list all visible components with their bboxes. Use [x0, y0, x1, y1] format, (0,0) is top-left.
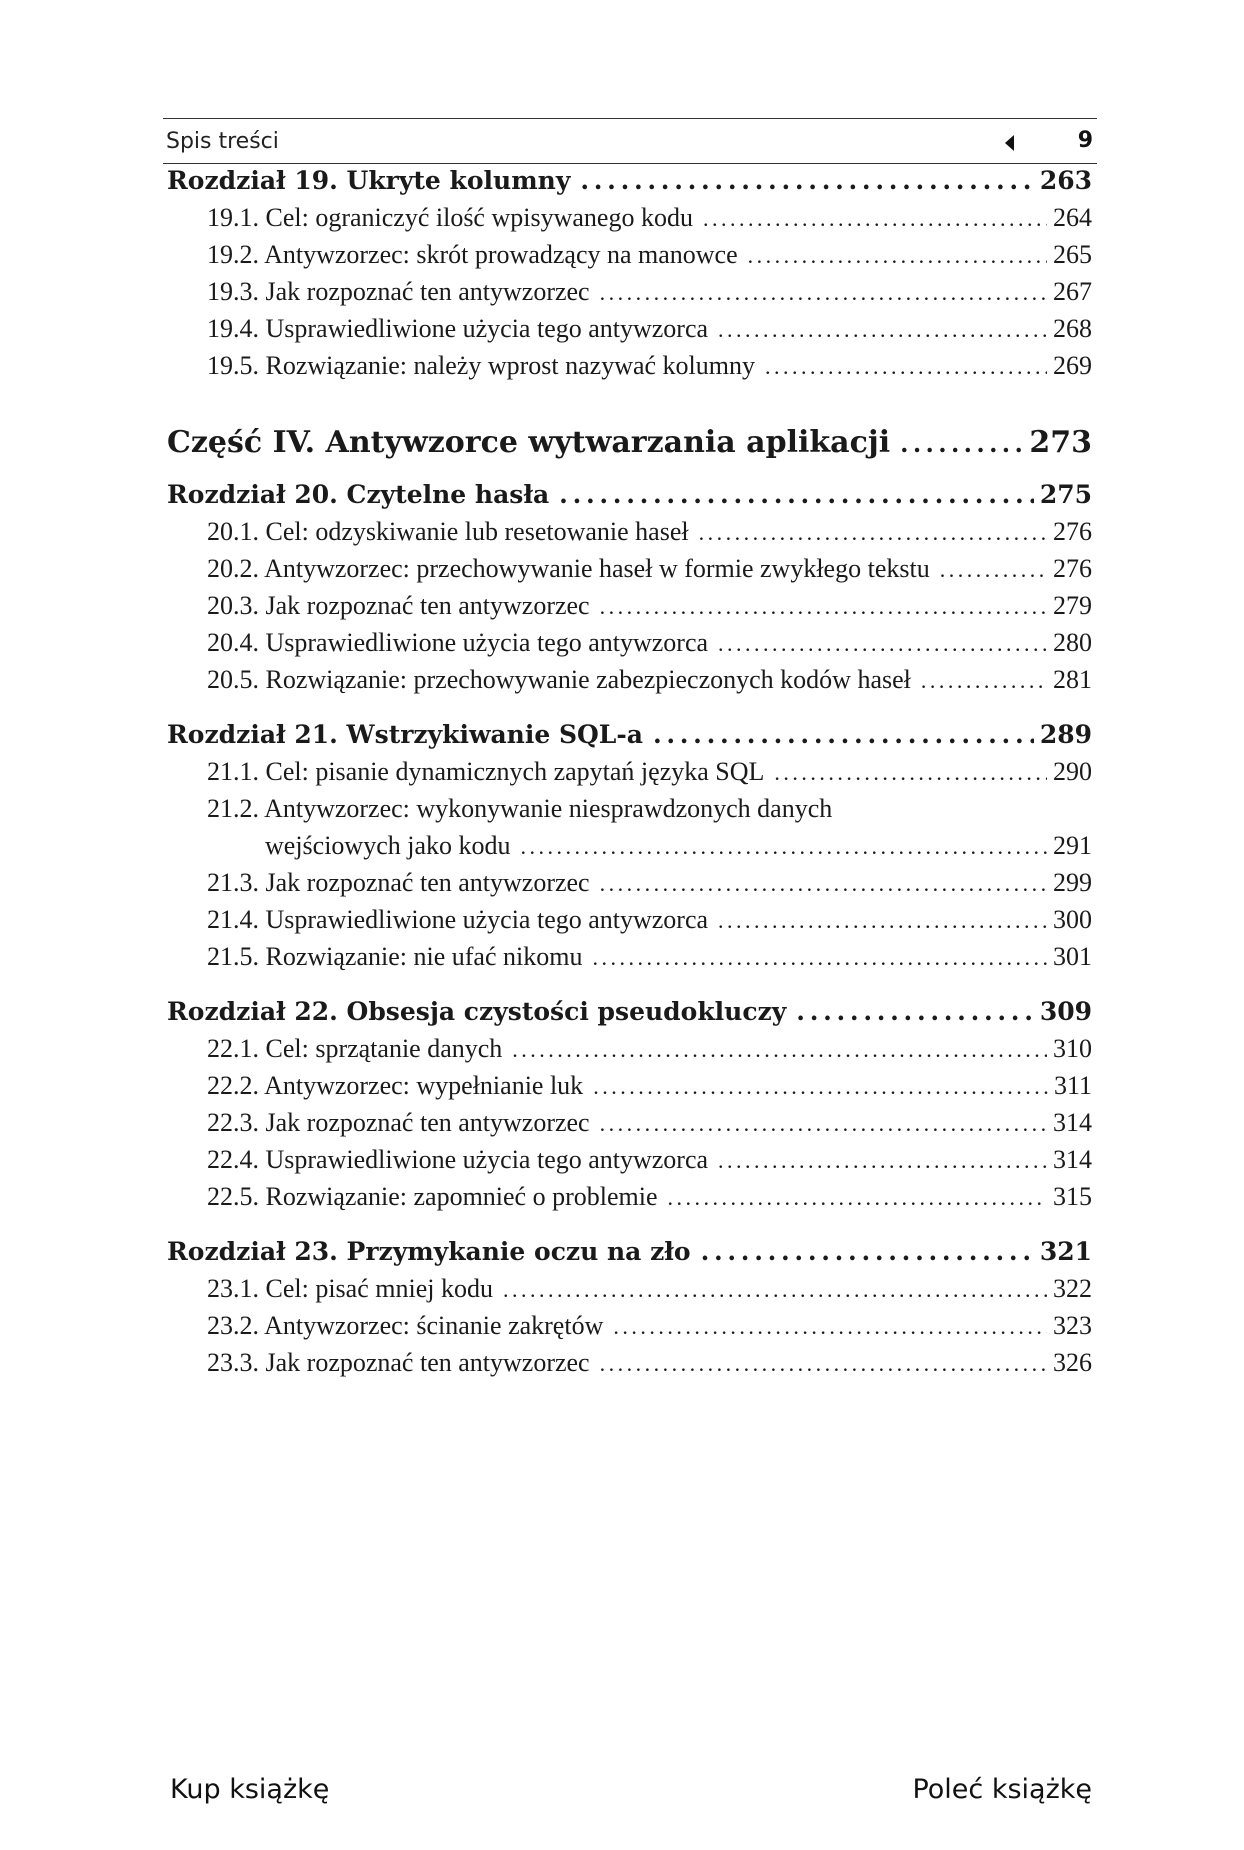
- dot-leader: [718, 1148, 1047, 1174]
- toc-entry-page: 291: [1053, 831, 1092, 860]
- dot-leader: [718, 908, 1047, 934]
- toc-entry-page: 276: [1053, 554, 1092, 583]
- toc-entry-title: 19.2. Antywzorzec: skrót prowadzący na manowce: [207, 240, 738, 269]
- toc-entry-page: 273: [1029, 425, 1092, 460]
- toc-entry-title: 22.3. Jak rozpoznać ten antywzorzec: [207, 1108, 590, 1137]
- toc-entry-page: 310: [1053, 1034, 1092, 1063]
- toc-entry-page: 263: [1039, 166, 1092, 195]
- dot-leader: [600, 1351, 1047, 1377]
- recommend-book-link[interactable]: Poleć książkę: [912, 1774, 1092, 1805]
- dot-leader: [900, 429, 1023, 458]
- toc-section-title: 21.2. Antywzorzec: wykonywanie niesprawdzonych danych: [207, 794, 833, 823]
- toc-entry-title: 20.2. Antywzorzec: przechowywanie haseł w formie zwykłego tekstu: [207, 554, 930, 583]
- toc-entry-page: 300: [1053, 905, 1092, 934]
- toc-entry-title: 21.1. Cel: pisanie dynamicznych zapytań języka SQL: [207, 757, 765, 786]
- toc-entry-page: 279: [1053, 591, 1092, 620]
- toc-chapter[interactable]: [167, 1237, 1092, 1266]
- toc-section[interactable]: [207, 665, 1092, 695]
- dot-leader: [699, 520, 1047, 546]
- toc-section[interactable]: [207, 628, 1092, 658]
- toc-section[interactable]: [207, 757, 1092, 787]
- toc-entry-title: 23.1. Cel: pisać mniej kodu: [207, 1274, 493, 1303]
- dot-leader: [512, 1037, 1047, 1063]
- toc-part[interactable]: [167, 425, 1092, 460]
- toc-entry-title: 23.3. Jak rozpoznać ten antywzorzec: [207, 1348, 590, 1377]
- toc-entry-page: 281: [1053, 665, 1092, 694]
- toc-entry-page: 301: [1053, 942, 1092, 971]
- toc-entry-title: 21.5. Rozwiązanie: nie ufać nikomu: [207, 942, 583, 971]
- toc-entry-title: 21.3. Jak rozpoznać ten antywzorzec: [207, 868, 590, 897]
- buy-book-link[interactable]: Kup książkę: [170, 1774, 330, 1805]
- toc-entry-title: Rozdział 19. Ukryte kolumny: [167, 166, 571, 195]
- toc-section[interactable]: [207, 868, 1092, 898]
- toc-chapter[interactable]: [167, 166, 1092, 195]
- toc-entry-page: 321: [1039, 1237, 1092, 1266]
- toc-entry-page: 264: [1053, 203, 1092, 232]
- toc-chapter[interactable]: [167, 720, 1092, 749]
- dot-leader: [600, 871, 1047, 897]
- toc-entry-page: 314: [1053, 1108, 1092, 1137]
- toc-entry-title: 19.3. Jak rozpoznać ten antywzorzec: [207, 277, 590, 306]
- toc-chapter[interactable]: [167, 997, 1092, 1026]
- toc-entry-title: 22.5. Rozwiązanie: zapomnieć o problemie: [207, 1182, 658, 1211]
- toc-entry-title: 22.2. Antywzorzec: wypełnianie luk: [207, 1071, 584, 1100]
- toc-section[interactable]: [207, 1311, 1092, 1341]
- toc-entry-title: Rozdział 20. Czytelne hasła: [167, 480, 550, 509]
- toc-entry-title: 20.3. Jak rozpoznać ten antywzorzec: [207, 591, 590, 620]
- dot-leader: [748, 243, 1047, 269]
- toc-entry-title: wejściowych jako kodu: [265, 831, 511, 860]
- toc-section[interactable]: [207, 351, 1092, 381]
- toc-entry-title: 23.2. Antywzorzec: ścinanie zakrętów: [207, 1311, 604, 1340]
- toc-entry-page: 299: [1053, 868, 1092, 897]
- dot-leader: [774, 760, 1047, 786]
- toc-entry-page: 326: [1053, 1348, 1092, 1377]
- toc-entry-page: 267: [1053, 277, 1092, 306]
- running-header: [163, 118, 1097, 164]
- toc-entry-page: 265: [1053, 240, 1092, 269]
- page-number: 9: [1077, 128, 1093, 153]
- toc-entry-title: 21.4. Usprawiedliwione użycia tego antywzorca: [207, 905, 709, 934]
- toc-section[interactable]: [207, 240, 1092, 270]
- toc-section[interactable]: [207, 554, 1092, 584]
- toc-section[interactable]: [207, 203, 1092, 233]
- toc-section[interactable]: [207, 1145, 1092, 1175]
- dot-leader: [600, 1111, 1047, 1137]
- dot-leader: [653, 720, 1034, 749]
- dot-leader: [600, 594, 1047, 620]
- dot-leader: [580, 166, 1033, 195]
- toc-entry-title: 22.1. Cel: sprzątanie danych: [207, 1034, 503, 1063]
- dot-leader: [600, 280, 1047, 306]
- toc-entry-title: 20.5. Rozwiązanie: przechowywanie zabezpieczonych kodów haseł: [207, 665, 911, 694]
- toc-section[interactable]: [207, 591, 1092, 621]
- toc-section[interactable]: [207, 277, 1092, 307]
- toc-section[interactable]: [207, 1274, 1092, 1304]
- toc-entry-title: 22.4. Usprawiedliwione użycia tego antywzorca: [207, 1145, 709, 1174]
- toc-entry-page: 275: [1039, 480, 1092, 509]
- toc-section[interactable]: [207, 1348, 1092, 1378]
- dot-leader: [703, 206, 1047, 232]
- toc-entry-page: 315: [1053, 1182, 1092, 1211]
- toc-entry-title: Rozdział 21. Wstrzykiwanie SQL-a: [167, 720, 643, 749]
- toc-section[interactable]: [207, 1071, 1092, 1101]
- toc-entry-page: 289: [1039, 720, 1092, 749]
- toc-chapter[interactable]: [167, 480, 1092, 509]
- toc-entry-title: Część IV. Antywzorce wytwarzania aplikacji: [167, 425, 891, 460]
- toc-section[interactable]: [207, 942, 1092, 972]
- toc-entry-page: 322: [1053, 1274, 1092, 1303]
- dot-leader: [559, 480, 1034, 509]
- toc-entry-title: 19.1. Cel: ograniczyć ilość wpisywanego kodu: [207, 203, 693, 232]
- toc-entry-page: 269: [1053, 351, 1092, 380]
- toc-section[interactable]: [207, 517, 1092, 547]
- dot-leader: [796, 997, 1034, 1026]
- dot-leader: [668, 1185, 1047, 1211]
- toc-entry-title: Rozdział 22. Obsesja czystości pseudokluczy: [167, 997, 787, 1026]
- dot-leader: [613, 1314, 1047, 1340]
- toc-section[interactable]: [265, 831, 1092, 861]
- toc-entry-page: 290: [1053, 757, 1092, 786]
- dot-leader: [921, 668, 1047, 694]
- triangle-left-icon: [1005, 135, 1014, 151]
- toc-section[interactable]: [207, 905, 1092, 935]
- dot-leader: [718, 317, 1047, 343]
- toc-entry-title: 20.4. Usprawiedliwione użycia tego antywzorca: [207, 628, 709, 657]
- toc-entry-page: 268: [1053, 314, 1092, 343]
- toc-entry-page: 311: [1053, 1071, 1092, 1100]
- dot-leader: [592, 945, 1047, 971]
- toc-entry-title: 20.1. Cel: odzyskiwanie lub resetowanie haseł: [207, 517, 689, 546]
- toc-entry-page: 276: [1053, 517, 1092, 546]
- dot-leader: [765, 354, 1047, 380]
- toc-entry-title: Rozdział 23. Przymykanie oczu na zło: [167, 1237, 691, 1266]
- dot-leader: [718, 631, 1047, 657]
- dot-leader: [593, 1074, 1048, 1100]
- toc-entry-title: 19.4. Usprawiedliwione użycia tego antywzorca: [207, 314, 709, 343]
- toc-entry-page: 323: [1053, 1311, 1092, 1340]
- toc-entry-page: 309: [1039, 997, 1092, 1026]
- dot-leader: [940, 557, 1047, 583]
- toc-section[interactable]: [207, 1034, 1092, 1064]
- header-title: Spis treści: [166, 129, 279, 154]
- toc-entry-page: 314: [1053, 1145, 1092, 1174]
- dot-leader: [521, 834, 1047, 860]
- dot-leader: [701, 1237, 1034, 1266]
- dot-leader: [503, 1277, 1047, 1303]
- toc-section[interactable]: [207, 1182, 1092, 1212]
- toc-entry-page: 280: [1053, 628, 1092, 657]
- toc-entry-title: 19.5. Rozwiązanie: należy wprost nazywać kolumny: [207, 351, 755, 380]
- toc-section[interactable]: [207, 1108, 1092, 1138]
- toc-section[interactable]: [207, 314, 1092, 344]
